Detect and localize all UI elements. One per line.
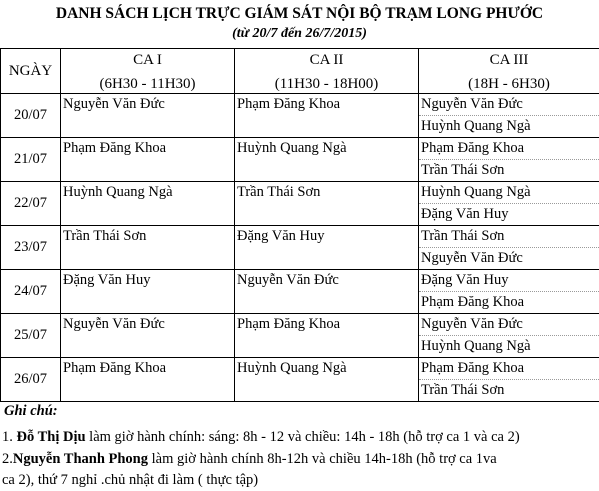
table-row <box>1 314 599 336</box>
shift-2-cell: Trần Thái Sơn <box>235 182 419 204</box>
shift-2-name: CA II <box>235 51 418 69</box>
notes-title: Ghi chú: <box>4 403 58 420</box>
shift-3-cell-second: Huỳnh Quang Ngà <box>419 336 599 358</box>
date-cell: 21/07 <box>1 138 61 182</box>
note-2-text: làm giờ hành chính 8h-12h và chiều 14h-18h (hỗ trợ ca 1va <box>148 451 497 467</box>
date-cell: 26/07 <box>1 358 61 402</box>
shift-3-cell-second: Huỳnh Quang Ngà <box>419 116 599 138</box>
table-row <box>1 94 599 116</box>
shift-1-cell: Đặng Văn Huy <box>61 270 235 292</box>
duty-roster-table <box>0 48 599 402</box>
page-subtitle: (từ 20/7 đến 26/7/2015) <box>0 25 599 43</box>
note-1 <box>2 427 520 448</box>
shift-3-cell-first: Huỳnh Quang Ngà <box>419 182 599 204</box>
shift-2-cell-empty <box>235 292 419 314</box>
shift-1-cell-empty <box>61 116 235 138</box>
date-cell: 20/07 <box>1 94 61 138</box>
shift-2-cell: Phạm Đăng Khoa <box>235 314 419 336</box>
shift-3-cell-first: Phạm Đăng Khoa <box>419 138 599 160</box>
shift-3-cell-second: Đặng Văn Huy <box>419 204 599 226</box>
shift-1-cell: Phạm Đăng Khoa <box>61 138 235 160</box>
table-row-continued <box>1 248 599 270</box>
page-title: DANH SÁCH LỊCH TRỰC GIÁM SÁT NỘI BỘ TRẠM LONG PHƯỚC <box>0 4 599 24</box>
table-row <box>1 182 599 204</box>
shift-2-cell: Huỳnh Quang Ngà <box>235 138 419 160</box>
table-row-continued <box>1 380 599 402</box>
shift-3-cell-first: Nguyễn Văn Đức <box>419 94 599 116</box>
table-row-continued <box>1 116 599 138</box>
shift-1-cell-empty <box>61 292 235 314</box>
shift-3-cell-second: Nguyễn Văn Đức <box>419 248 599 270</box>
shift-2-cell: Huỳnh Quang Ngà <box>235 358 419 380</box>
shift-3-name: CA III <box>419 51 599 69</box>
shift-2-cell-empty <box>235 380 419 402</box>
table-row-continued <box>1 292 599 314</box>
table-row-continued <box>1 336 599 358</box>
shift-1-cell: Huỳnh Quang Ngà <box>61 182 235 204</box>
note-2-name: Nguyễn Thanh Phong <box>13 451 148 467</box>
shift-1-cell-empty <box>61 248 235 270</box>
shift-3-cell-second: Trần Thái Sơn <box>419 380 599 402</box>
table-row <box>1 138 599 160</box>
table-row <box>1 226 599 248</box>
shift-3-cell-second: Phạm Đăng Khoa <box>419 292 599 314</box>
shift-2-cell: Phạm Đăng Khoa <box>235 94 419 116</box>
shift-1-time: (6H30 - 11H30) <box>61 75 234 93</box>
shift-1-cell-empty <box>61 160 235 182</box>
note-1-name: Đỗ Thị Dịu <box>17 429 86 445</box>
date-cell: 25/07 <box>1 314 61 358</box>
date-cell: 22/07 <box>1 182 61 226</box>
table-row <box>1 358 599 380</box>
shift-1-cell: Phạm Đăng Khoa <box>61 358 235 380</box>
table-row-continued <box>1 204 599 226</box>
shift-1-cell: Trần Thái Sơn <box>61 226 235 248</box>
header-shift-1 <box>61 49 235 94</box>
header-shift-2 <box>235 49 419 94</box>
shift-3-cell-first: Phạm Đăng Khoa <box>419 358 599 380</box>
shift-2-cell: Nguyễn Văn Đức <box>235 270 419 292</box>
header-shift-3 <box>419 49 599 94</box>
table-header-row <box>1 49 599 94</box>
shift-2-cell-empty <box>235 204 419 226</box>
shift-2-cell: Đặng Văn Huy <box>235 226 419 248</box>
table-row <box>1 270 599 292</box>
shift-1-name: CA I <box>61 51 234 69</box>
shift-2-time: (11H30 - 18H00) <box>235 75 418 93</box>
shift-2-cell-empty <box>235 160 419 182</box>
shift-2-cell-empty <box>235 336 419 358</box>
shift-2-cell-empty <box>235 116 419 138</box>
shift-3-cell-first: Trần Thái Sơn <box>419 226 599 248</box>
roster-body <box>1 94 599 402</box>
header-day: NGÀY <box>1 49 61 94</box>
shift-3-time: (18H - 6H30) <box>419 75 599 93</box>
shift-1-cell: Nguyễn Văn Đức <box>61 314 235 336</box>
shift-3-cell-first: Đặng Văn Huy <box>419 270 599 292</box>
note-1-text: làm giờ hành chính: sáng: 8h - 12 và chiều: 14h - 18h (hỗ trợ ca 1 và ca 2) <box>86 429 520 445</box>
date-cell: 23/07 <box>1 226 61 270</box>
note-2-prefix: 2. <box>2 451 13 467</box>
note-2 <box>2 449 497 470</box>
shift-2-cell-empty <box>235 248 419 270</box>
note-2-continued: ca 2), thứ 7 nghỉ .chủ nhật đi làm ( thực tập) <box>2 470 258 491</box>
shift-1-cell-empty <box>61 380 235 402</box>
shift-3-cell-first: Nguyễn Văn Đức <box>419 314 599 336</box>
note-1-prefix: 1. <box>2 429 17 445</box>
shift-1-cell-empty <box>61 336 235 358</box>
shift-3-cell-second: Trần Thái Sơn <box>419 160 599 182</box>
shift-1-cell-empty <box>61 204 235 226</box>
date-cell: 24/07 <box>1 270 61 314</box>
shift-1-cell: Nguyễn Văn Đức <box>61 94 235 116</box>
table-row-continued <box>1 160 599 182</box>
